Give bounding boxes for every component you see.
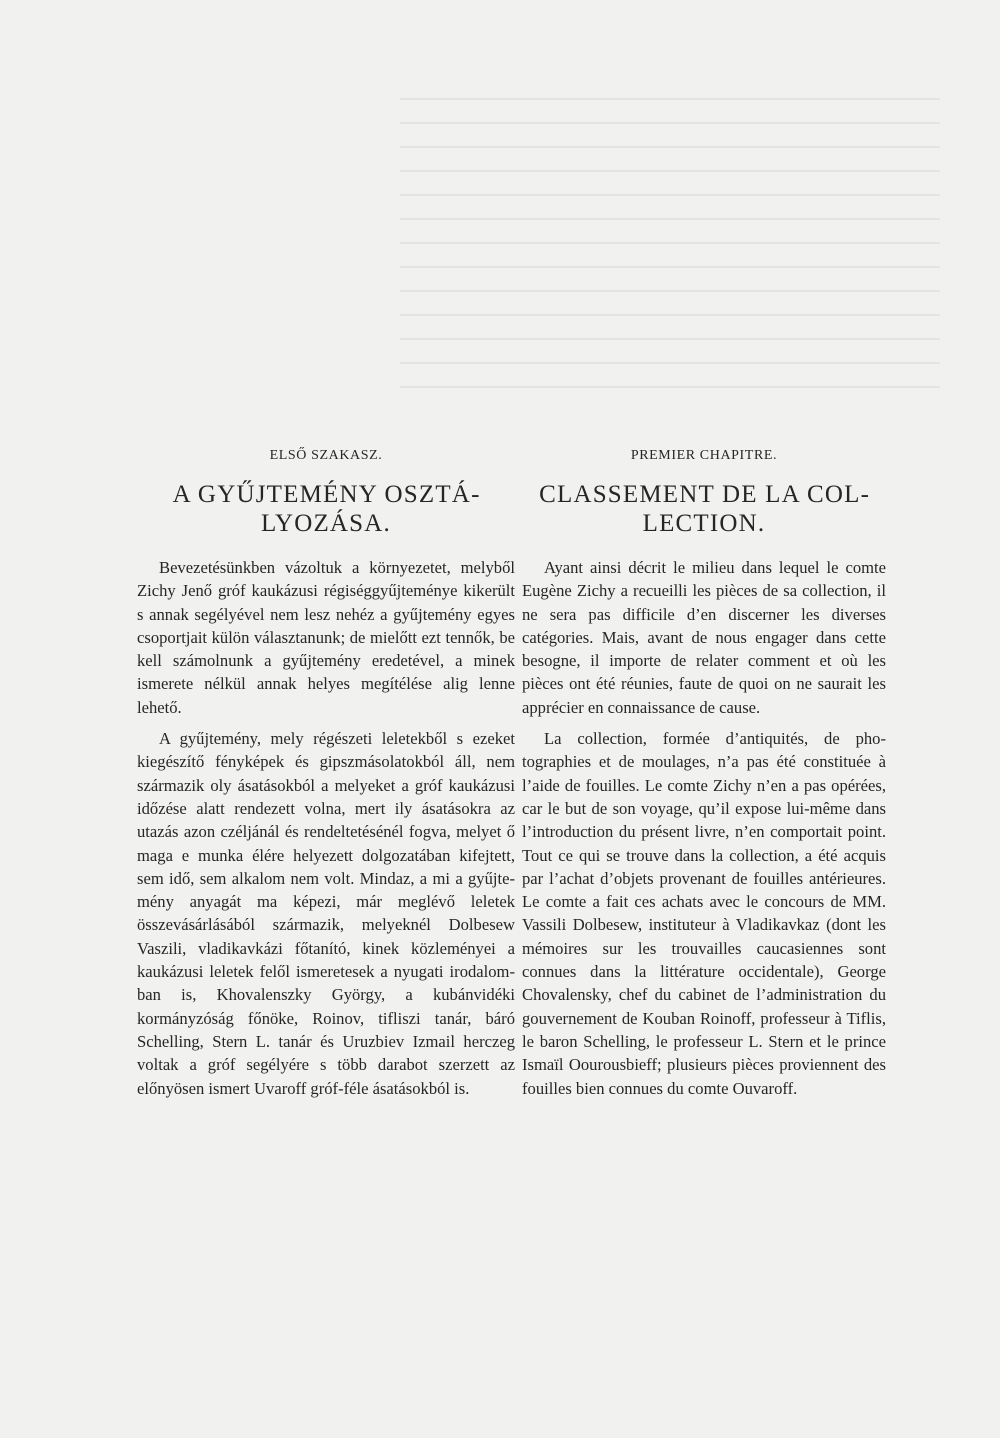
paragraph: Ayant ainsi décrit le milieu dans lequel le comte Eugène Zichy a recueilli les pièces de sa collection, il ne sera pas difficile d’en discerner les diverses catégories. Mais, avant de nous engager dans cette besogne, il importe de relater comment et où les pièces ont été réunies, faute de quoi on ne saurait les apprécier en connaissance de cause. (522, 558, 886, 717)
paragraph: Bevezetésünkben vázoltuk a környezetet, melyből Zichy Jenő gróf kaukázusi régiséggyűjteménye kikerült s annak segélyével nem lesz nehéz a gyűjtemény egyes csoportjait külön választanunk; de mielőtt ezt tennők, be kell számolnunk a gyűjtemény eredetével, a minek ismerete nélkül annak helyes megítélése alig lenne lehető. (137, 558, 515, 717)
hungarian-column (137, 448, 515, 1108)
paragraph: La collection, formée d’antiquités, de photographies et de moulages, n’a pas été constituée à l’aide de fouilles. Le comte Zichy n’en a pas opérées, car le but de son voyage, qu’il expose lui-même dans l’introduction du présent livre, n’en comportait point. Tout ce qui se trouve dans la collection, a été acquis par l’achat d’objets provenant de fouilles antérieures. Le comte a fait ces achats avec le concours de MM. Vassili Dolbesew, instituteur à Vladikavkaz (dont les mémoires sur les trouvailles caucasiennes sont connues dans la littérature occidentale), George Chovalensky, chef du cabinet de l’administration du gouvernement de Kouban Roinoff, professeur à Tiflis, le baron Schelling, le professeur L. Stern et le prince Ismaïl Oourousbieff; plusieurs pièces proviennent des fouilles bien connues du comte Ouvaroff. (522, 729, 886, 1098)
section-label: ELSŐ SZAKASZ. (269, 448, 383, 463)
chapter-title: A GYŰJTEMÉNY OSZTÁLYOZÁSA. (172, 481, 480, 537)
paragraph: A gyűjtemény, mely régészeti leletekből s ezeket kiegészítő fényképek és gipszmásolatokból áll, nem származik oly ásatásokból a melyeket a gróf kaukázusi időzése alatt rendezett volna, mert ily ásatásokra az utazás azon czéljánál és rendeltetésénél fogva, melyet ő maga e munka élére helyezett dolgozatában kifejtett, sem idő, sem alkalom nem volt. Mindaz, a mi a gyűjtemény anyagát ma képezi, már meglévő leletek összevásárlásából származik, melyeknél Dolbesew Vaszili, vladikavkázi főtanító, kinek közleményei a kaukázusi leletek felől ismeretesek a nyugati irodalomban is, Khovalenszky György, a kubánvidéki kormányzóság főnöke, Roinov, tifliszi tanár, báró Schelling, Stern L. tanár és Uruzbiev Izmail herczeg voltak a gróf segélyére s több darabot szerzett az előnyösen ismert Uvaroff gróf-féle ásatásokból is. (137, 729, 515, 1098)
section-label: PREMIER CHAPITRE. (630, 448, 778, 463)
french-column (522, 448, 886, 1108)
show-through-text (400, 80, 940, 410)
chapter-title: CLASSEMENT DE LA COLLECTION. (539, 481, 869, 537)
